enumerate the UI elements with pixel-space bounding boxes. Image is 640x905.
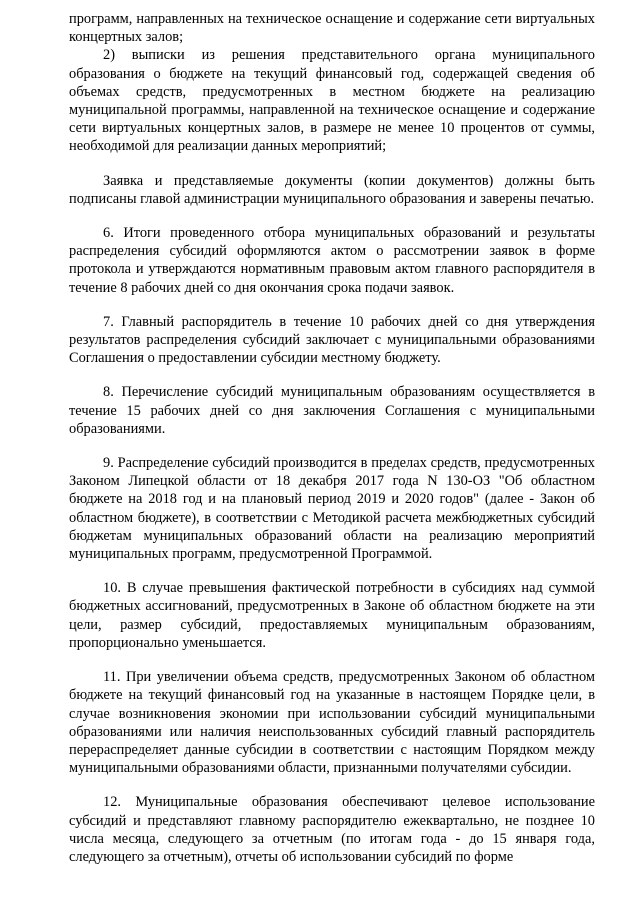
paragraph-continued: программ, направленных на техническое оснащение и содержание сети виртуальных концертных залов; (69, 11, 595, 46)
paragraph-clause-12: 12. Муниципальные образования обеспечивают целевое использование субсидий и представляют главному распорядителю ежеквартально, не позднее 10 числа месяца, следующего за отчетным (по итогам года - до 15 января года, следующего за отчетным), отчеты об использовании субсидий по форме (69, 794, 595, 865)
paragraph-item-2: 2) выписки из решения представительного органа муниципального образования о бюджете на текущий финансовый год, содержащей сведения об объемах средств, предусмотренных в местном бюджете на реализацию муниципальной программы, направленной на техническое оснащение и содержание сети виртуальных концертных залов, в размере не менее 10 процентов от суммы, необходимой для реализации данных мероприятий; (69, 47, 595, 155)
paragraph-clause-7: 7. Главный распорядитель в течение 10 рабочих дней со дня утверждения результатов распределения субсидий заключает с муниципальными образованиями Соглашения о предоставлении субсидии местному бюджету. (69, 313, 595, 367)
paragraph-clause-10: 10. В случае превышения фактической потребности в субсидиях над суммой бюджетных ассигнований, предусмотренных в Законе об областном бюджете на эти цели, размер субсидий, предоставляемых муниципальным образованиям, пропорционально уменьшается. (69, 580, 595, 651)
paragraph-application-signature: Заявка и представляемые документы (копии документов) должны быть подписаны главой администрации муниципального образования и заверены печатью. (69, 172, 595, 207)
paragraph-clause-11: 11. При увеличении объема средств, предусмотренных Законом об областном бюджете на текущий финансовый год на указанные в настоящем Порядке цели, в случае возникновения экономии при использовании субсидий муниципальными образованиями или наличия неиспользованных субсидий главный распорядитель перераспределяет данные субсидии в соответствии с настоящим Порядком между муниципальными образованиями области, признанными получателями субсидии. (69, 669, 595, 777)
paragraph-clause-8: 8. Перечисление субсидий муниципальным образованиям осуществляется в течение 15 рабочих дней со дня заключения Соглашения с муниципальными образованиями. (69, 384, 595, 437)
paragraph-clause-6: 6. Итоги проведенного отбора муниципальных образований и результаты распределения субсидий оформляются актом о рассмотрении заявок в форме протокола и утверждаются нормативным правовым актом главного распорядителя в течение 8 рабочих дней со дня окончания срока подачи заявок. (69, 225, 595, 296)
document-page (69, 10, 595, 866)
paragraph-clause-9: 9. Распределение субсидий производится в пределах средств, предусмотренных Законом Липецкой области от 18 декабря 2017 года N 130-ОЗ "Об областном бюджете на 2018 год и на плановый период 2019 и 2020 годов" (далее - Закон об областном бюджете), в соответствии с Методикой расчета межбюджетных субсидий бюджетам муниципальных образований области на реализацию мероприятий муниципальных программ, предусмотренной Программой. (69, 455, 595, 563)
